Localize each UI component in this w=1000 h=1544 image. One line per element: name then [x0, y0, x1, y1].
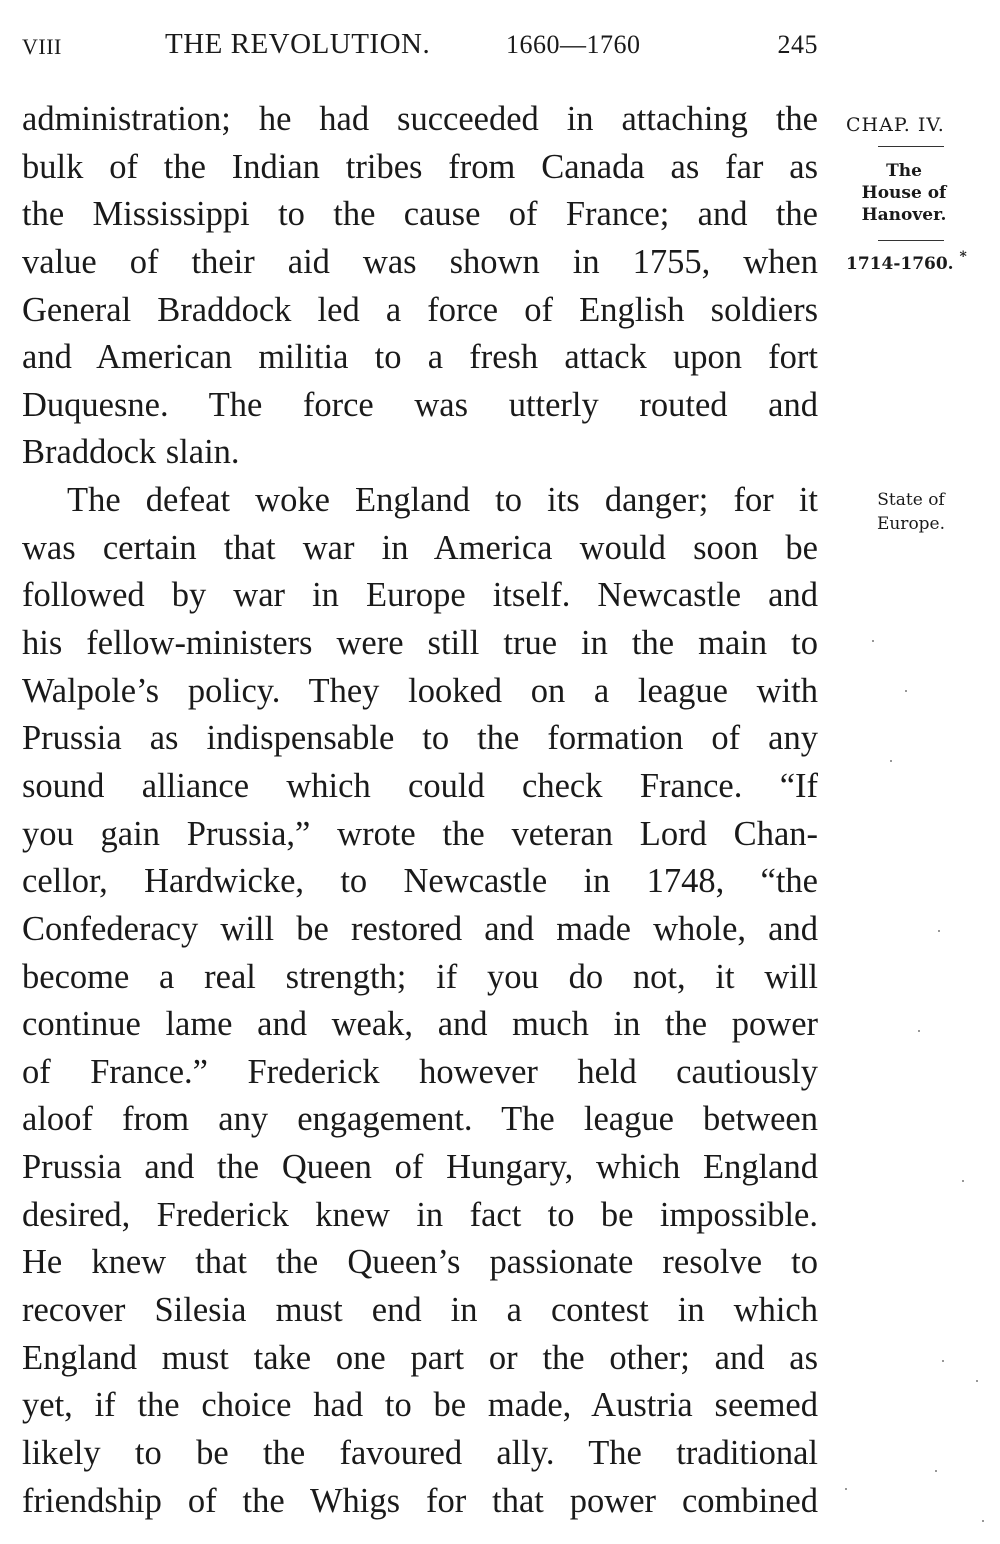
text-line: value of their aid was shown in 1755, when [22, 242, 818, 281]
text-line: aloof from any engagement. The league between [22, 1100, 818, 1139]
text-line: friendship of the Whigs for that power combined [22, 1481, 818, 1520]
text-line: followed by war in Europe itself. Newcastle and [22, 576, 818, 615]
text-line: sound alliance which could check France. “If [22, 766, 818, 805]
paper-speck [872, 640, 874, 642]
text-line: and American militia to a fresh attack upon fort [22, 338, 818, 377]
paper-speck [935, 1470, 937, 1472]
running-title: THE REVOLUTION. [165, 28, 431, 60]
text-line: desired, Frederick knew in fact to be impossible. [22, 1195, 818, 1234]
volume-number: VIII [22, 34, 62, 59]
paper-speck [938, 930, 940, 932]
years-text: 1714-1760. [846, 254, 954, 274]
margin-rule [878, 146, 944, 147]
asterisk-mark: * [959, 249, 967, 265]
running-dates: 1660—1760 [506, 30, 641, 59]
section-title-line: House of [861, 183, 947, 203]
text-line: you gain Prussia,” wrote the veteran Lord Chan- [22, 814, 818, 853]
text-line: General Braddock led a force of English soldiers [22, 290, 818, 329]
text-line: Braddock slain. [22, 433, 240, 472]
paper-speck [942, 1360, 944, 1362]
paper-speck [845, 1488, 847, 1490]
margin-rule [878, 240, 944, 241]
text-line: was certain that war in America would soon be [22, 528, 818, 567]
paper-speck [962, 1180, 964, 1182]
side-heading-line: Europe. [876, 514, 946, 534]
years-note [846, 249, 967, 274]
body-text [22, 96, 818, 1525]
chapter-note: CHAP. IV. [846, 114, 945, 136]
paper-speck [976, 1380, 978, 1382]
paper-speck [982, 1520, 984, 1522]
section-title-line: The [886, 161, 922, 181]
paper-speck [905, 690, 907, 692]
page-number: 245 [777, 30, 818, 59]
section-title-note [842, 160, 966, 226]
text-line: The defeat woke England to its danger; for it [67, 481, 818, 520]
section-title-line: Hanover. [861, 205, 947, 225]
text-line: of France.” Frederick however held cautiously [22, 1052, 818, 1091]
paragraph-2 [22, 477, 818, 1525]
text-line: his fellow-ministers were still true in the main to [22, 624, 818, 663]
text-line: bulk of the Indian tribes from Canada as far as [22, 147, 818, 186]
text-line: cellor, Hardwicke, to Newcastle in 1748, “the [22, 862, 818, 901]
side-heading-note [856, 488, 966, 536]
text-line: Duquesne. The force was utterly routed and [22, 385, 818, 424]
text-line: administration; he had succeeded in attaching the [22, 100, 818, 138]
text-line: continue lame and weak, and much in the power [22, 1005, 818, 1044]
text-line: become a real strength; if you do not, it will [22, 957, 818, 996]
paper-speck [890, 760, 892, 762]
side-heading-line: State of [877, 490, 945, 510]
text-line: He knew that the Queen’s passionate resolve to [22, 1243, 818, 1282]
text-line: Prussia and the Queen of Hungary, which England [22, 1148, 818, 1187]
text-line: Confederacy will be restored and made whole, and [22, 909, 818, 948]
text-line: the Mississippi to the cause of France; and the [22, 195, 818, 234]
paragraph-1 [22, 96, 818, 477]
text-line: Prussia as indispensable to the formation of any [22, 719, 818, 758]
running-header [22, 28, 818, 68]
paper-speck [918, 1030, 920, 1032]
text-line: likely to be the favoured ally. The traditional [22, 1433, 818, 1472]
text-line: yet, if the choice had to be made, Austria seemed [22, 1386, 818, 1425]
text-line: recover Silesia must end in a contest in which [22, 1291, 818, 1330]
text-line: England must take one part or the other; and as [22, 1338, 818, 1377]
text-line: Walpole’s policy. They looked on a league with [22, 671, 818, 710]
